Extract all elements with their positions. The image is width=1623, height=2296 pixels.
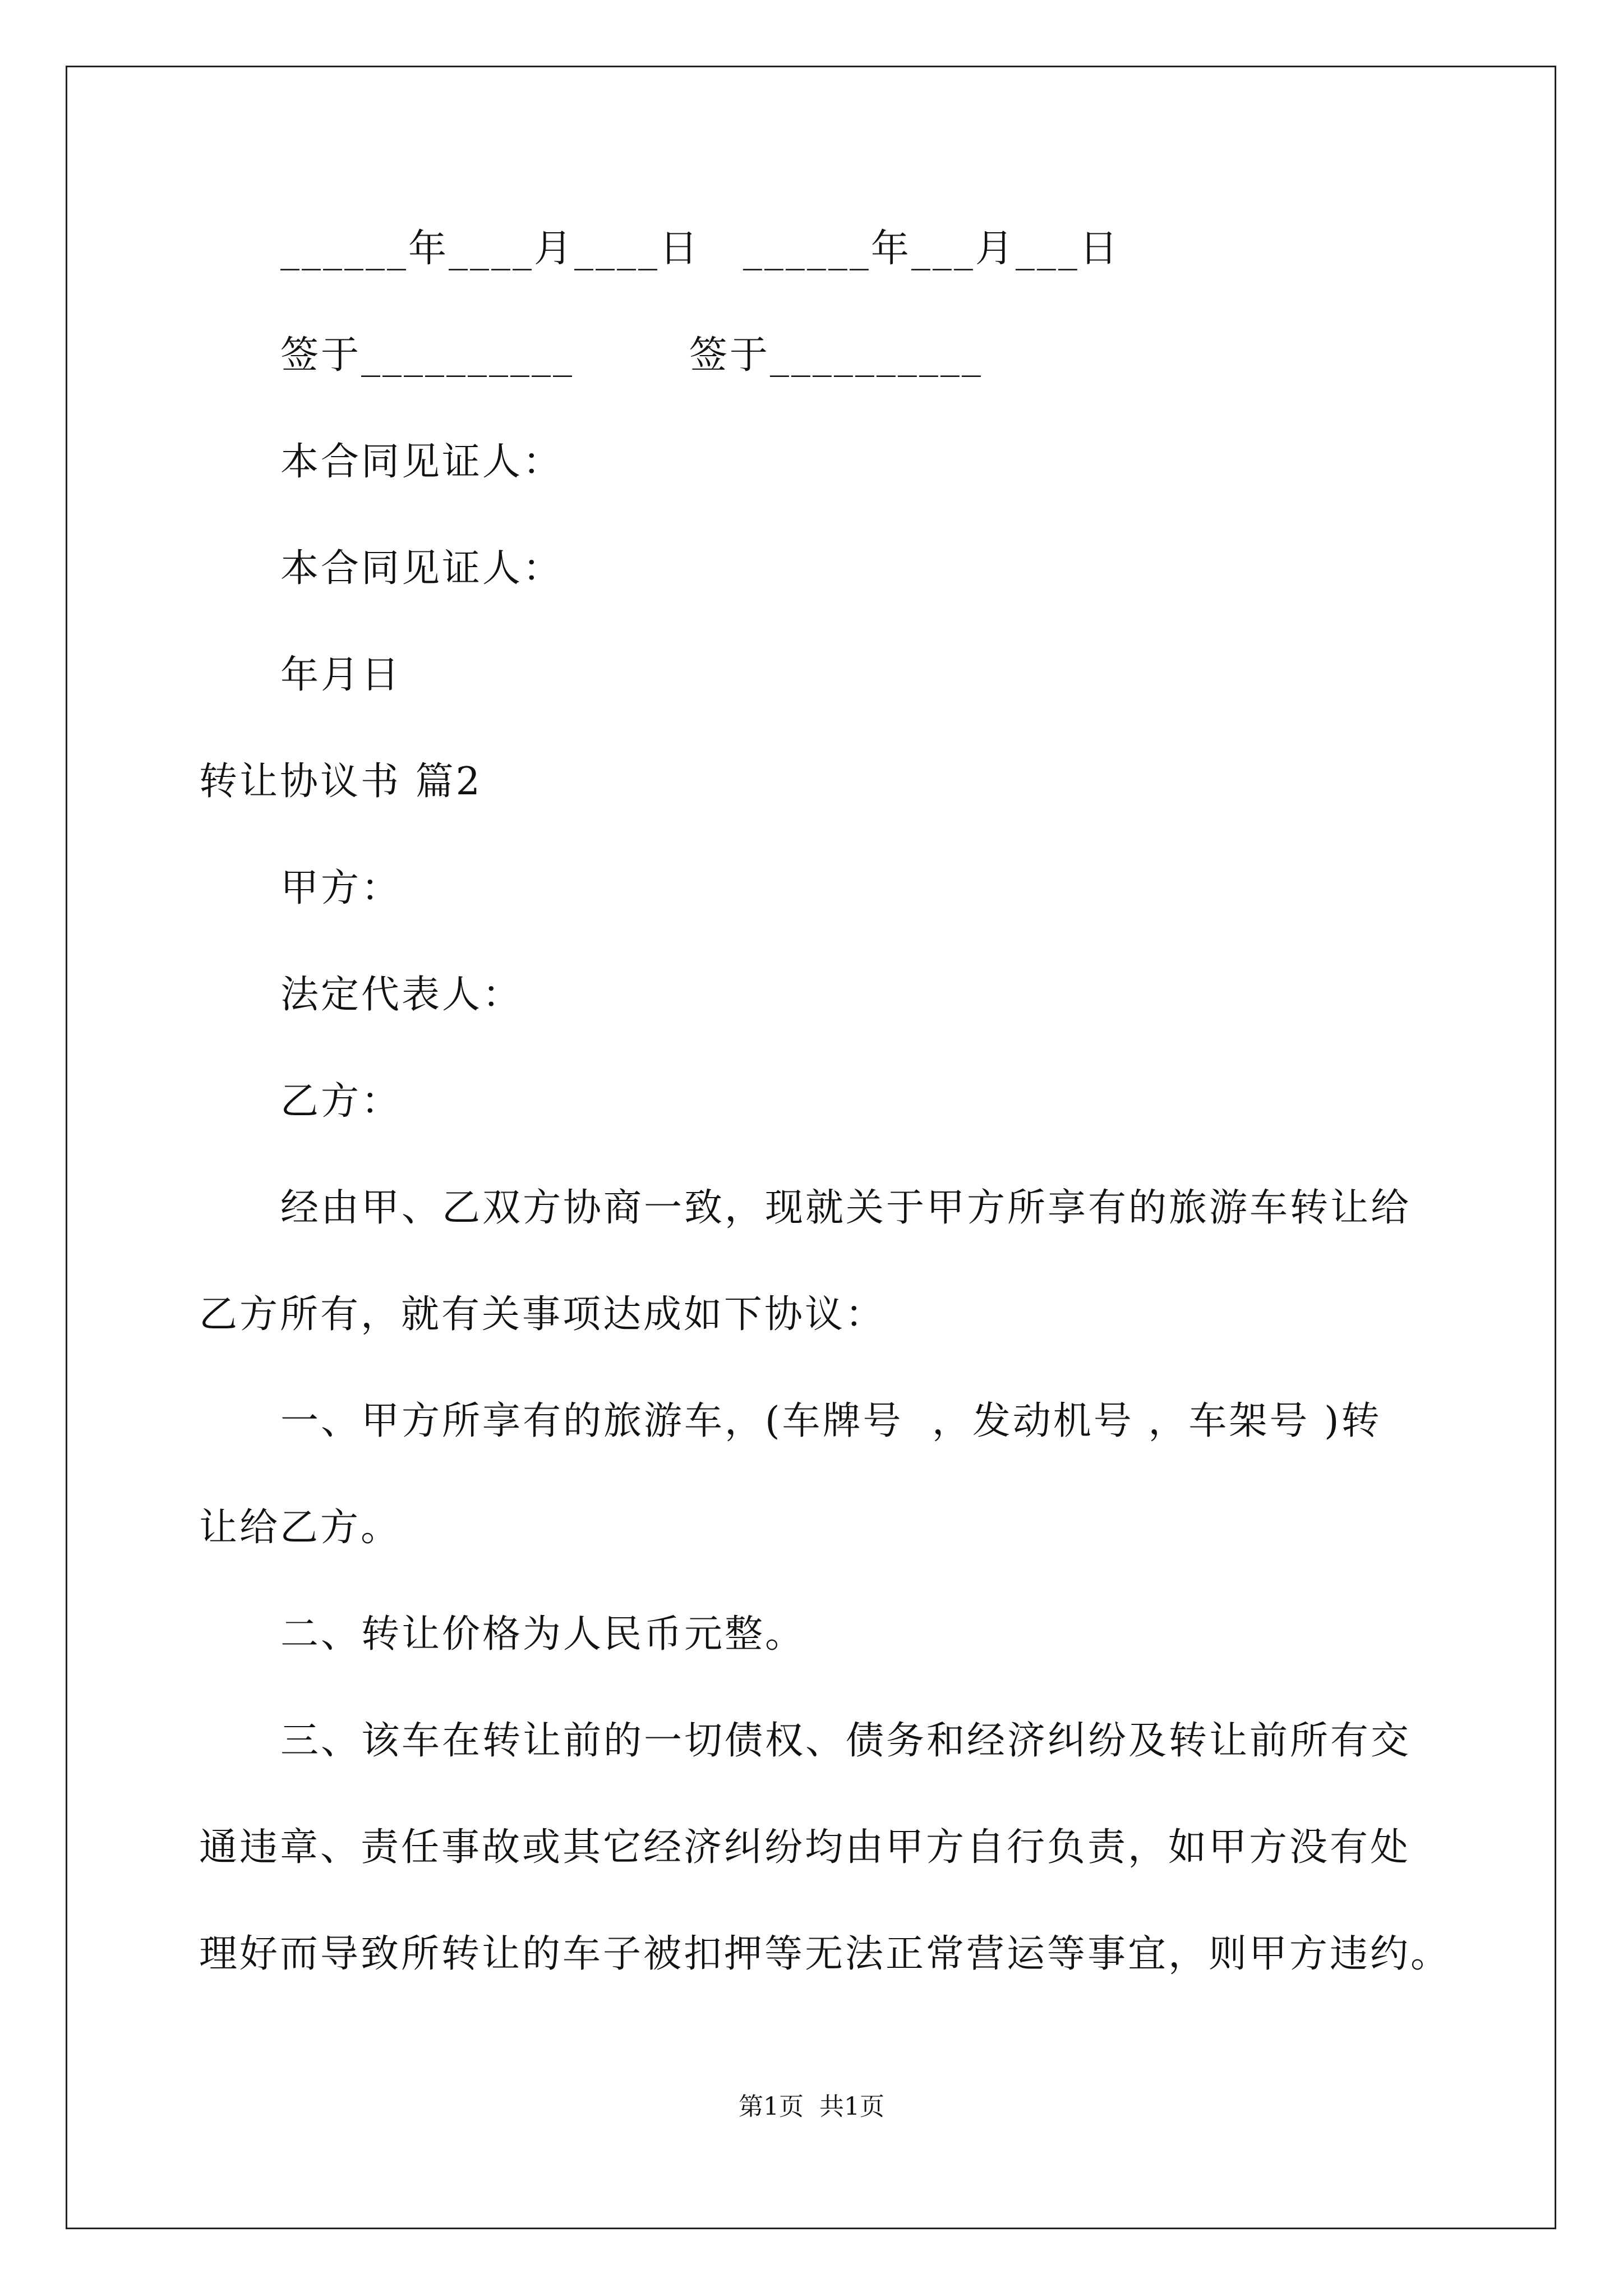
legal-representative-label: 法定代表人： — [280, 973, 523, 1017]
clause-3-line: 通违章、责任事故或其它经济纠纷均由甲方自行负责，如甲方没有处 — [199, 1825, 1411, 1870]
clause-2-line: 二、转让价格为人民币元整。 — [280, 1612, 806, 1657]
section-heading: 转让协议书 篇2 — [199, 760, 482, 804]
clause-1-line: 让给乙方。 — [199, 1506, 402, 1550]
party-a-label: 甲方： — [280, 866, 402, 910]
signature-date-line: ______年____月____日 ______年___月___日 — [280, 227, 1120, 271]
clause-1-line: 一、甲方所享有的旅游车，(车牌号 ，发动机号 ，车架号 )转 — [280, 1399, 1382, 1443]
witness-line-2: 本合同见证人： — [280, 546, 564, 591]
signature-place-line: 签于__________ 签于__________ — [280, 333, 983, 378]
paragraph-line: 经由甲、乙双方协商一致，现就关于甲方所享有的旅游车转让给 — [280, 1186, 1412, 1230]
clause-3-line: 三、该车在转让前的一切债权、债务和经济纠纷及转让前所有交 — [280, 1719, 1412, 1763]
page-border — [66, 66, 1556, 2229]
clause-3-line: 理好而导致所转让的车子被扣押等无法正常营运等事宜，则甲方违约。 — [199, 1932, 1451, 1976]
date-line: 年月日 — [280, 653, 402, 697]
party-b-label: 乙方： — [280, 1079, 402, 1124]
paragraph-line: 乙方所有，就有关事项达成如下协议： — [199, 1292, 886, 1337]
page-footer: 第1页 共1页 — [739, 2092, 884, 2121]
witness-line-1: 本合同见证人： — [280, 440, 564, 484]
